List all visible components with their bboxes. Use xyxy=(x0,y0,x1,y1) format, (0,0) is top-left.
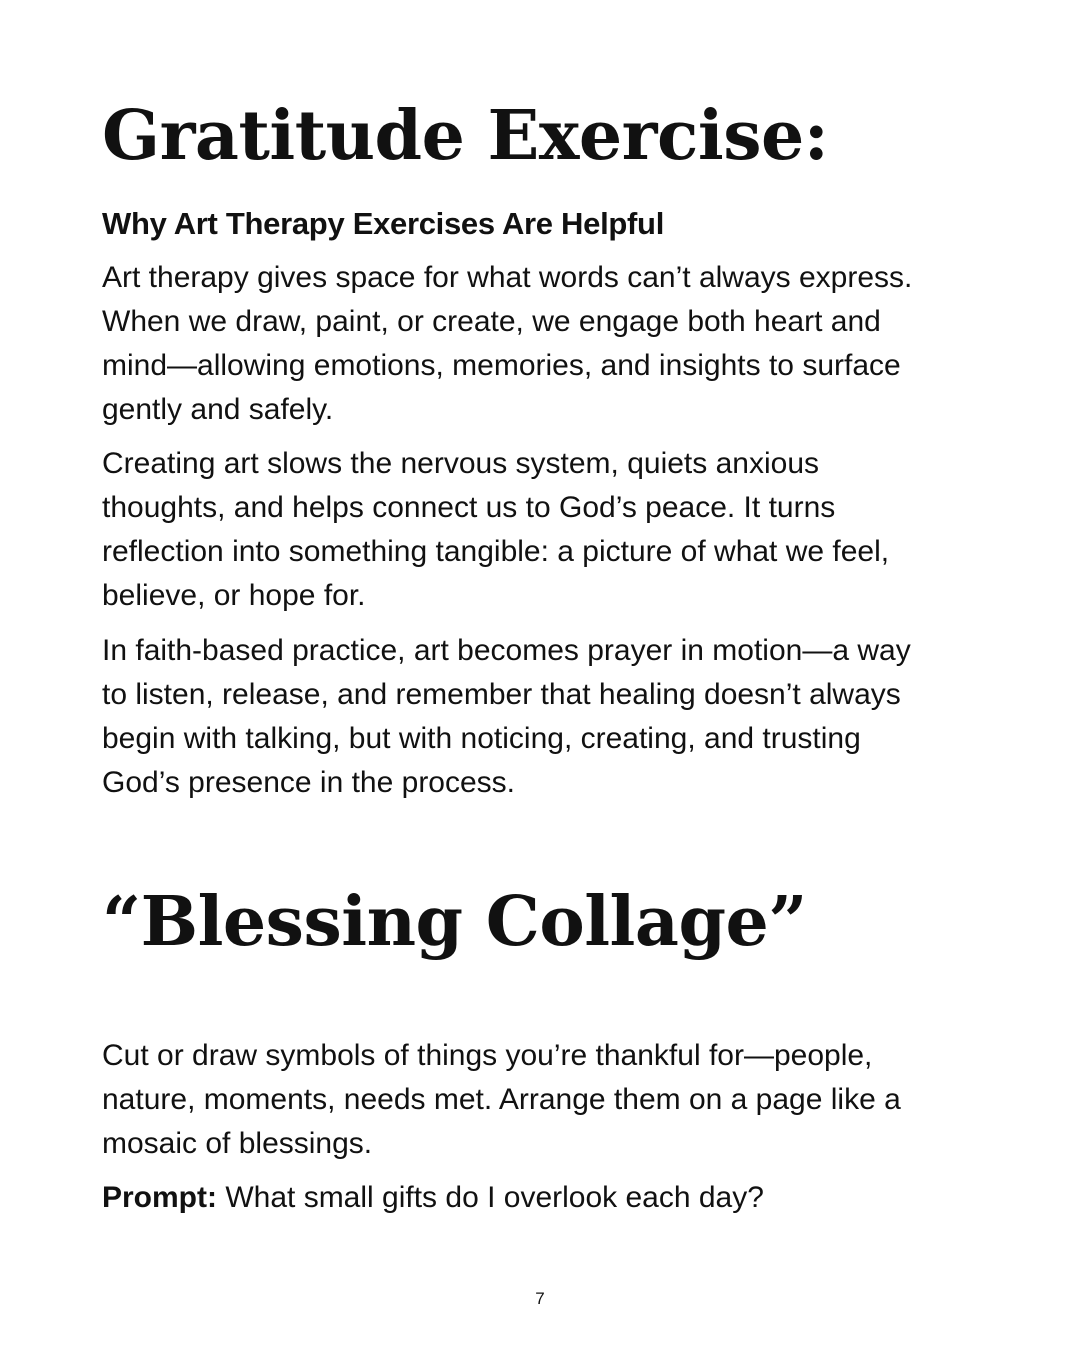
paragraph-line: Art therapy gives space for what words can’t always express. xyxy=(102,261,913,294)
prompt-label: Prompt: xyxy=(102,1181,217,1214)
paragraph-line: Creating art slows the nervous system, quiets anxious xyxy=(102,447,819,480)
exercise-prompt xyxy=(102,1176,982,1220)
page-title: Gratitude Exercise: xyxy=(102,96,829,176)
paragraph-line: Cut or draw symbols of things you’re thankful for—people, xyxy=(102,1039,873,1072)
prompt-text: What small gifts do I overlook each day? xyxy=(217,1181,764,1214)
section-subheading: Why Art Therapy Exercises Are Helpful xyxy=(102,206,665,241)
paragraph-2 xyxy=(102,442,982,618)
page-number: 7 xyxy=(535,1289,545,1308)
prompt-line xyxy=(102,1176,982,1220)
paragraph-line: When we draw, paint, or create, we engage both heart and xyxy=(102,305,881,338)
exercise-description xyxy=(102,1034,982,1166)
paragraph-line: begin with talking, but with noticing, creating, and trusting xyxy=(102,722,861,755)
paragraph-line: nature, moments, needs met. Arrange them on a page like a xyxy=(102,1083,901,1116)
paragraph-line: reflection into something tangible: a picture of what we feel, xyxy=(102,535,890,568)
paragraph-line: to listen, release, and remember that healing doesn’t always xyxy=(102,678,901,711)
paragraph-line: believe, or hope for. xyxy=(102,579,366,612)
paragraph-line: gently and safely. xyxy=(102,393,334,426)
paragraph-line: In faith-based practice, art becomes prayer in motion—a way xyxy=(102,634,911,667)
exercise-title: “Blessing Collage” xyxy=(102,882,807,962)
paragraph-3 xyxy=(102,629,982,805)
paragraph-line: God’s presence in the process. xyxy=(102,766,516,799)
paragraph-1 xyxy=(102,256,982,432)
paragraph-line: thoughts, and helps connect us to God’s peace. It turns xyxy=(102,491,836,524)
paragraph-line: mosaic of blessings. xyxy=(102,1127,373,1160)
paragraph-line: mind—allowing emotions, memories, and insights to surface xyxy=(102,349,901,382)
